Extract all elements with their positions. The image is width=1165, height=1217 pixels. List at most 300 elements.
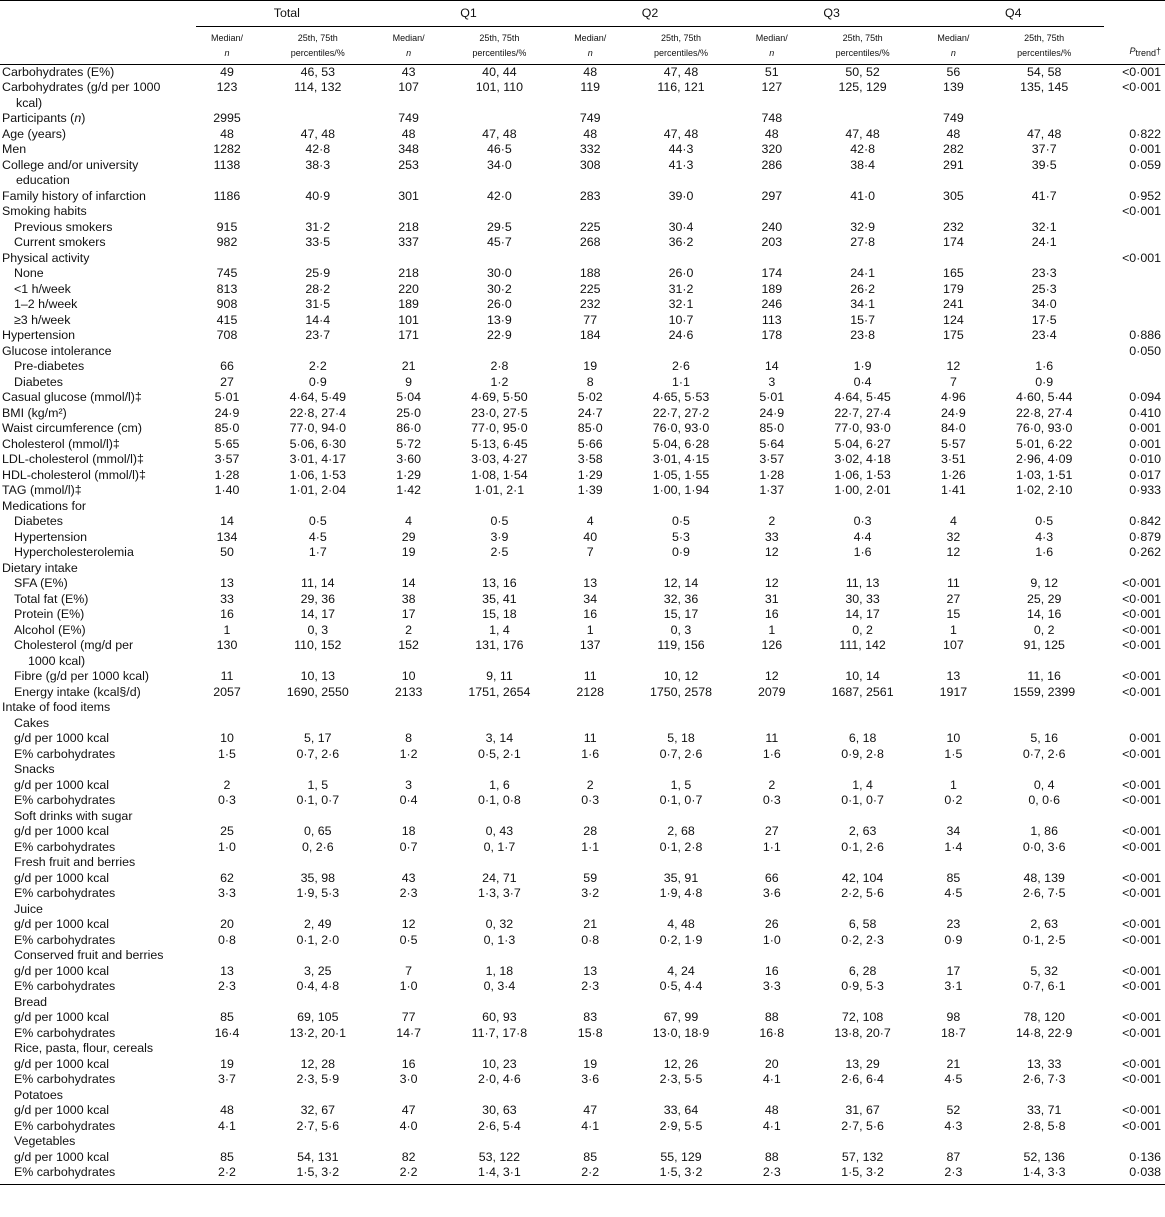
median-cell	[922, 948, 984, 964]
percentile-cell: 0·9	[1035, 374, 1054, 389]
median-cell	[741, 902, 803, 918]
percentile-cell: 1·5, 3·2	[803, 1165, 923, 1184]
median-cell: 12	[401, 917, 416, 931]
n-label: n	[769, 48, 775, 58]
percentile-cell	[621, 1134, 741, 1150]
percentile-cell: 22·7, 27·4	[834, 405, 891, 420]
row-label-text: E% carbohydrates	[14, 1165, 116, 1179]
p-trend-cell	[1104, 220, 1165, 236]
percentile-cell: 47, 48	[663, 126, 699, 141]
percentile-cell: 1·2	[490, 374, 509, 389]
table-row	[0, 809, 1165, 825]
median-cell	[922, 561, 984, 577]
table-row	[0, 561, 1165, 577]
percentile-cell: 41·3	[668, 157, 694, 172]
median-cell: 268	[579, 235, 601, 249]
percentile-cell	[258, 499, 378, 515]
percentile-cell: 0·5, 4·4	[659, 979, 703, 993]
median-cell	[559, 762, 621, 778]
row-label	[0, 716, 196, 732]
median-cell: 3·3	[218, 886, 236, 900]
median-cell: 1·5	[218, 746, 236, 761]
percentiles-header	[440, 26, 560, 64]
median-label: Median/	[937, 32, 970, 43]
row-label	[0, 80, 196, 111]
median-cell: 52	[946, 1103, 961, 1117]
median-n-header	[559, 26, 621, 64]
percentile-cell	[803, 204, 923, 220]
median-cell: 3	[768, 374, 776, 389]
row-label-text: g/d per 1000 kcal	[14, 917, 110, 931]
median-cell: 16	[764, 607, 779, 621]
median-cell: 11	[946, 576, 960, 590]
percentile-cell: 110, 152	[294, 638, 342, 652]
percentile-cell	[803, 700, 923, 716]
percentile-cell: 17·5	[1031, 312, 1057, 327]
percentile-cell: 77·0, 93·0	[834, 421, 891, 435]
median-cell: 2995	[213, 111, 241, 125]
column-header-row	[0, 26, 1165, 64]
p-trend-cell: 0·879	[1129, 529, 1161, 544]
row-label-continuation: education	[16, 173, 70, 187]
median-cell: 14	[220, 514, 234, 528]
median-cell: 1·0	[218, 839, 236, 854]
percentile-cell: 2·6, 7·5	[1022, 886, 1066, 900]
percentile-cell: 30·2	[487, 281, 512, 296]
row-label-text: Smoking habits	[2, 204, 87, 218]
percentile-cell: 10·7	[668, 312, 694, 327]
row-label	[0, 685, 196, 701]
median-cell: 305	[943, 188, 964, 203]
median-cell	[922, 251, 984, 267]
percentile-cell	[258, 762, 378, 778]
row-label-text: Participants (n)	[2, 111, 86, 125]
median-cell: 11	[583, 669, 597, 683]
median-cell	[922, 1134, 984, 1150]
median-cell	[922, 809, 984, 825]
median-cell: 7	[949, 374, 957, 389]
median-cell: 27	[946, 591, 961, 606]
row-label	[0, 251, 196, 267]
percentile-cell: 72, 108	[841, 1010, 884, 1024]
p-trend-cell	[1104, 359, 1165, 375]
group-header-total: Total	[196, 1, 378, 27]
p-subscript: trend	[1135, 48, 1156, 58]
median-cell: 4·96	[940, 390, 966, 404]
median-cell: 48	[764, 1103, 779, 1117]
percentile-cell: 3·02, 4·18	[834, 452, 891, 466]
percentile-cell	[984, 251, 1104, 267]
percentile-cell	[803, 344, 923, 360]
median-cell	[741, 251, 803, 267]
row-label	[0, 266, 196, 282]
percentile-cell	[440, 948, 560, 964]
percentile-cell: 2·7, 5·6	[296, 1118, 340, 1133]
row-label	[0, 1041, 196, 1057]
table-row	[0, 1150, 1165, 1166]
table-row	[0, 313, 1165, 329]
percentile-cell: 23·7	[305, 328, 331, 342]
percentile-cell	[440, 700, 560, 716]
percentile-cell	[258, 561, 378, 577]
p-trend-cell: 0·410	[1129, 405, 1161, 420]
percentile-cell: 27·8	[850, 235, 875, 249]
p-trend-cell: 0·822	[1129, 126, 1161, 141]
table-row	[0, 669, 1165, 685]
percentile-cell	[258, 855, 378, 871]
percentile-cell: 78, 120	[1023, 1010, 1065, 1024]
percentile-cell: 11·7, 17·8	[471, 1025, 528, 1040]
median-cell	[922, 1088, 984, 1104]
p-trend-cell: <0·001	[1122, 250, 1161, 265]
median-cell	[196, 561, 258, 577]
row-label-text: Casual glucose (mmol/l)‡	[2, 390, 142, 404]
row-label	[0, 158, 196, 189]
group-header-q4: Q4	[922, 1, 1104, 27]
median-cell	[378, 948, 440, 964]
median-cell: 124	[943, 312, 964, 327]
percentile-cell: 33, 71	[1026, 1103, 1062, 1117]
table-row	[0, 1072, 1165, 1088]
p-trend-cell	[1104, 1041, 1165, 1057]
percentile-cell: 0, 1·7	[483, 839, 516, 854]
percentile-cell: 10, 23	[482, 1056, 517, 1071]
percentile-cell: 38·3	[305, 157, 331, 172]
median-cell: 282	[943, 142, 964, 156]
percentile-cell	[803, 948, 923, 964]
percentile-cell	[984, 1041, 1104, 1057]
percentile-cell: 5·01, 6·22	[1015, 436, 1073, 451]
median-cell: 101	[398, 312, 419, 327]
row-label	[0, 995, 196, 1011]
percentile-cell: 1751, 2654	[468, 684, 531, 699]
row-label-text: Physical activity	[2, 250, 90, 265]
p-trend-cell	[1104, 499, 1165, 515]
median-cell: 908	[216, 297, 238, 311]
percentile-cell	[258, 948, 378, 964]
percentile-cell: 0, 2	[852, 622, 873, 637]
percentile-cell: 1·6	[1035, 545, 1054, 559]
table-row	[0, 1041, 1165, 1057]
percentile-cell	[984, 204, 1104, 220]
p-trend-cell: <0·001	[1122, 204, 1161, 218]
percentile-cell: 47, 48	[1026, 126, 1062, 141]
row-label	[0, 747, 196, 763]
median-cell: 85·0	[759, 421, 785, 435]
percentile-cell: 23·0, 27·5	[471, 405, 528, 420]
row-label-text: Intake of food items	[2, 700, 111, 714]
median-cell: 5·57	[940, 436, 966, 451]
percentile-cell: 13·2, 20·1	[289, 1025, 347, 1040]
p-trend-cell: <0·001	[1122, 1056, 1161, 1071]
percentile-cell: 2·2	[308, 359, 327, 373]
percentile-cell: 69, 105	[297, 1010, 339, 1024]
row-label-text: Dietary intake	[2, 560, 78, 575]
percentile-cell: 32·9	[850, 219, 875, 234]
row-label	[0, 948, 196, 964]
n-label: n	[224, 48, 230, 58]
percentile-cell: 26·2	[850, 281, 875, 296]
percentile-cell: 41·0	[850, 188, 875, 203]
table-row	[0, 390, 1165, 406]
n-label: n	[587, 48, 593, 58]
table-row	[0, 251, 1165, 267]
median-cell: 25·0	[396, 405, 422, 420]
p-trend-cell	[1104, 762, 1165, 778]
p-trend-cell: 0·001	[1129, 731, 1161, 745]
percentile-cell	[984, 716, 1104, 732]
median-cell: 139	[943, 80, 964, 94]
percentile-cell: 47, 48	[663, 64, 699, 79]
percentile-cell: 76·0, 93·0	[652, 421, 710, 435]
median-cell: 13	[583, 576, 598, 590]
table-row	[0, 964, 1165, 980]
median-cell	[196, 204, 258, 220]
median-cell: 2128	[576, 684, 604, 699]
percentile-cell: 11, 16	[1027, 669, 1061, 683]
median-cell: 15	[946, 607, 961, 621]
row-label-text: E% carbohydrates	[14, 839, 116, 854]
percentile-cell	[984, 561, 1104, 577]
percentile-cell: 0·5	[672, 514, 690, 528]
row-label-text: Conserved fruit and berries	[14, 948, 164, 962]
median-cell: 174	[761, 266, 783, 280]
percentile-cell: 13·8, 20·7	[834, 1025, 891, 1040]
table-row	[0, 762, 1165, 778]
median-label: Median/	[755, 32, 788, 43]
median-cell: 127	[761, 80, 783, 94]
row-label-text: g/d per 1000 kcal	[14, 824, 110, 838]
median-cell	[378, 204, 440, 220]
percentile-cell: 24, 71	[482, 870, 517, 885]
p-trend-header	[1104, 26, 1165, 64]
median-cell: 0·4	[399, 793, 418, 807]
percentile-cell: 53, 122	[478, 1149, 521, 1164]
percentile-cell: 42, 104	[841, 870, 884, 885]
row-label	[0, 1010, 196, 1026]
median-cell: 59	[583, 870, 598, 885]
percentile-cell: 33, 64	[663, 1103, 699, 1117]
row-label	[0, 964, 196, 980]
percentile-cell: 10, 14	[845, 669, 880, 683]
median-cell: 12	[946, 545, 961, 559]
median-cell	[922, 344, 984, 360]
row-label-text: None	[14, 266, 44, 280]
percentile-cell: 2·8, 5·8	[1022, 1118, 1066, 1133]
median-cell: 85	[583, 1149, 598, 1164]
percentile-cell: 67, 99	[663, 1010, 699, 1024]
median-cell	[559, 1041, 621, 1057]
median-cell: 1·0	[399, 979, 418, 993]
median-cell: 21	[401, 359, 416, 373]
percentile-cell	[803, 1041, 923, 1057]
percentile-cell: 9, 12	[1030, 576, 1058, 590]
percentile-cell: 0·9, 5·3	[841, 979, 884, 993]
percentile-cell	[621, 902, 741, 918]
table-row	[0, 297, 1165, 313]
median-cell: 225	[579, 219, 601, 234]
median-cell: 1·29	[577, 467, 603, 482]
median-cell: 2057	[213, 684, 241, 699]
percentile-cell: 22·8, 27·4	[1015, 405, 1073, 420]
percentile-cell: 25·9	[305, 266, 331, 280]
p-trend-cell: <0·001	[1122, 870, 1161, 885]
percentile-cell: 14·4	[305, 312, 331, 327]
median-cell: 225	[579, 281, 601, 296]
table-body	[0, 64, 1165, 1184]
median-cell: 283	[579, 188, 601, 203]
median-cell	[741, 700, 803, 716]
percentile-cell: 0, 3	[307, 622, 329, 637]
median-cell: 1·41	[940, 483, 966, 497]
median-cell: 48	[220, 1103, 234, 1117]
percentile-cell: 2·0, 4·6	[478, 1072, 521, 1086]
percentile-cell	[440, 1134, 560, 1150]
row-label	[0, 344, 196, 360]
percentile-cell: 1·03, 1·51	[1015, 467, 1073, 482]
p-trend-cell: 0·952	[1129, 188, 1161, 203]
table-row	[0, 1088, 1165, 1104]
median-cell: 7	[586, 545, 594, 559]
median-cell	[559, 948, 621, 964]
percentile-cell: 50, 52	[845, 64, 880, 79]
table-row	[0, 80, 1165, 111]
row-label-text: Carbohydrates (E%)	[2, 64, 115, 79]
row-label-text: Waist circumference (cm)	[2, 421, 142, 435]
percentile-cell: 34·0	[487, 157, 512, 172]
row-label-text: <1 h/week	[14, 281, 71, 296]
n-label: n	[406, 48, 412, 58]
percentile-cell: 33·5	[305, 235, 331, 249]
percentile-cell	[621, 1041, 741, 1057]
median-cell: 0·5	[399, 932, 418, 947]
percentile-cell	[440, 1041, 560, 1057]
percentile-cell: 1·02, 2·10	[1015, 483, 1073, 497]
table-row	[0, 204, 1165, 220]
row-label	[0, 902, 196, 918]
percentile-cell: 42·8	[850, 142, 875, 156]
p-trend-cell: 0·001	[1129, 421, 1161, 435]
median-cell: 189	[398, 297, 419, 311]
median-cell: 2	[768, 514, 776, 528]
row-label	[0, 1165, 196, 1184]
median-cell: 3·1	[944, 979, 963, 993]
median-cell: 5·02	[577, 390, 603, 404]
percentile-cell	[803, 1134, 923, 1150]
row-label-text: Juice	[14, 901, 43, 916]
percentile-cell	[440, 902, 560, 918]
median-cell	[559, 561, 621, 577]
percentile-cell	[803, 111, 923, 127]
table-row	[0, 700, 1165, 716]
p-label: P	[1129, 46, 1136, 56]
table-header	[0, 1, 1165, 65]
median-n-header	[378, 26, 440, 64]
row-label	[0, 824, 196, 840]
p-trend-cell	[1104, 297, 1165, 313]
percentile-cell: 10, 12	[663, 669, 699, 683]
median-cell: 2·3	[922, 1165, 984, 1184]
percentile-cell: 6, 28	[848, 963, 877, 978]
percentile-cell: 0·1, 2·0	[296, 932, 340, 947]
percentile-cell: 2·8	[490, 359, 509, 373]
median-cell: 2·2	[196, 1165, 258, 1184]
median-cell: 748	[761, 111, 783, 125]
header-blank-p	[1104, 1, 1165, 27]
percentile-cell: 25·3	[1031, 281, 1057, 296]
p-trend-cell: <0·001	[1122, 622, 1161, 637]
median-cell: 29	[401, 529, 416, 544]
row-label-text: Cakes	[14, 715, 50, 730]
percentile-cell	[984, 762, 1104, 778]
percentile-cell: 23·3	[1031, 266, 1057, 280]
row-label-text: g/d per 1000 kcal	[14, 963, 110, 978]
median-cell: 48	[220, 126, 234, 141]
median-cell: 2	[405, 622, 413, 637]
row-label	[0, 809, 196, 825]
percentile-cell: 31·5	[305, 297, 331, 311]
row-label-text: E% carbohydrates	[14, 1025, 116, 1040]
percentile-cell: 0·2, 1·9	[659, 932, 703, 947]
percentile-cell: 4·64, 5·49	[289, 390, 347, 404]
table-row	[0, 1134, 1165, 1150]
median-cell: 4·1	[762, 1118, 781, 1133]
percentile-cell	[440, 251, 560, 267]
median-cell: 16	[764, 963, 779, 978]
percentiles-header	[258, 26, 378, 64]
median-cell	[741, 561, 803, 577]
percentile-label-line1: 25th, 75th	[842, 32, 883, 43]
percentile-cell: 10, 13	[300, 669, 336, 683]
percentile-cell: 1·01, 2·1	[474, 483, 525, 497]
percentile-cell: 15·7	[850, 312, 875, 327]
table-row	[0, 1057, 1165, 1073]
median-cell: 50	[220, 545, 234, 559]
median-cell: 0·7	[399, 839, 418, 854]
row-label-text: Alcohol (E%)	[14, 622, 86, 637]
percentile-cell	[621, 499, 741, 515]
percentile-cell	[984, 1088, 1104, 1104]
median-cell: 17	[946, 963, 961, 978]
row-label-text: E% carbohydrates	[14, 886, 116, 900]
p-trend-cell: 0·038	[1104, 1165, 1165, 1184]
percentile-cell: 91, 125	[1023, 638, 1065, 652]
percentile-cell: 2, 63	[848, 824, 877, 838]
median-cell: 85·0	[577, 421, 603, 435]
median-cell: 203	[761, 235, 783, 249]
percentile-cell: 5·04, 6·27	[834, 436, 891, 451]
row-label-text: Previous smokers	[14, 219, 113, 234]
median-cell	[378, 251, 440, 267]
median-cell: 415	[216, 312, 238, 327]
percentile-cell	[440, 499, 560, 515]
percentile-cell: 2·3, 5·9	[296, 1072, 340, 1086]
percentile-cell	[440, 111, 560, 127]
percentile-cell: 1, 4	[489, 622, 510, 637]
median-cell: 3·6	[581, 1072, 600, 1086]
percentile-cell: 42·0	[487, 188, 512, 203]
p-trend-cell	[1104, 313, 1165, 329]
median-cell: 3·57	[759, 452, 785, 466]
row-label	[0, 204, 196, 220]
percentiles-header	[621, 26, 741, 64]
table-row	[0, 468, 1165, 484]
p-trend-cell	[1104, 716, 1165, 732]
median-label: Median/	[392, 32, 425, 43]
median-cell: 134	[216, 529, 238, 544]
row-label	[0, 1026, 196, 1042]
median-cell	[378, 995, 440, 1011]
